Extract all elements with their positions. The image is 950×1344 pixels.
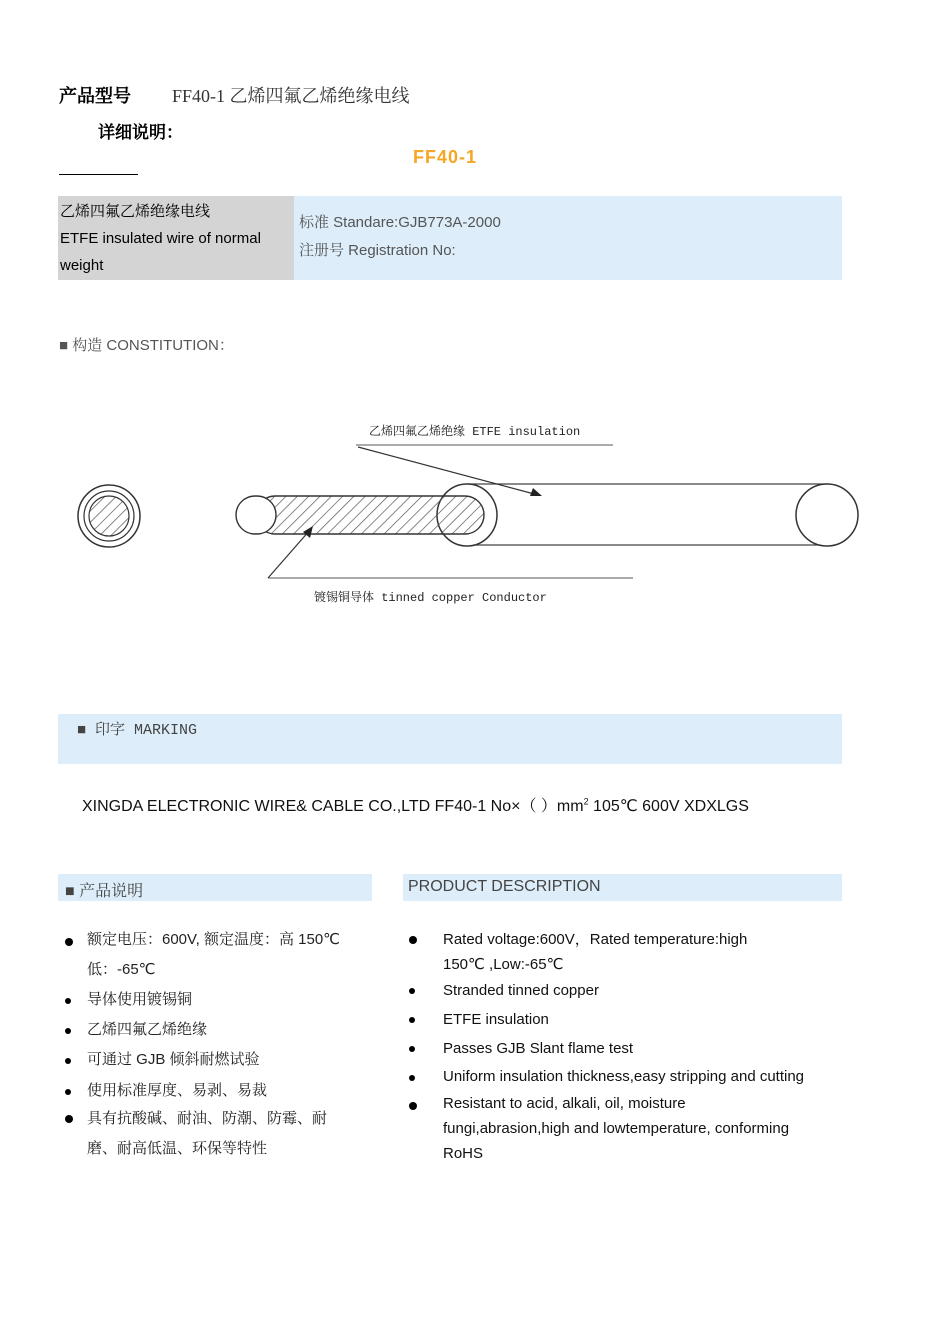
- insulation-drawing: [437, 484, 858, 546]
- list-item: ETFE insulation: [443, 1011, 549, 1028]
- bullet-icon: [409, 1046, 415, 1052]
- conductor-label: 镀锡铜导体 tinned copper Conductor: [314, 591, 547, 605]
- bullet-icon: [65, 998, 71, 1004]
- product-name-en-cont: weight: [60, 257, 104, 274]
- product-description-cn-header: ■ 产品说明: [58, 874, 372, 901]
- marking-tail: 105℃ 600V XDXLGS: [588, 798, 749, 815]
- cross-section-icon: [78, 485, 140, 547]
- list-item: 使用标准厚度、易剥、易裁: [87, 1082, 268, 1099]
- standard-cell: [294, 196, 842, 280]
- list-item: Rated voltage:600V，Rated temperature:high: [443, 931, 748, 948]
- list-item: 可通过 GJB 倾斜耐燃试验: [87, 1051, 260, 1068]
- marking-title: ■ 印字 MARKING: [77, 722, 198, 739]
- product-model-label: 产品型号: [59, 86, 131, 106]
- list-item: 乙烯四氟乙烯绝缘: [87, 1021, 208, 1038]
- divider: [59, 174, 138, 175]
- standard-text: 标准 Standare:GJB773A-2000: [299, 214, 501, 231]
- bullet-icon: [409, 1017, 415, 1023]
- bullet-icon: [65, 938, 73, 946]
- list-item: Resistant to acid, alkali, oil, moisture: [443, 1095, 686, 1112]
- list-item: 导体使用镀锡铜: [87, 991, 193, 1008]
- bullet-icon: [65, 1058, 71, 1064]
- list-item: Passes GJB Slant flame test: [443, 1040, 634, 1057]
- bullet-icon: [409, 1075, 415, 1081]
- product-name-cell: [58, 196, 294, 280]
- document-code: FF40-1: [413, 147, 478, 167]
- list-item: 低：-65℃: [87, 961, 156, 978]
- bullet-icon: [409, 988, 415, 994]
- product-name-cn: 乙烯四氟乙烯绝缘电线: [60, 203, 211, 220]
- bullet-icon: [409, 936, 417, 944]
- bullet-icon: [65, 1028, 71, 1034]
- bullet-icon: [65, 1089, 71, 1095]
- detail-heading: 详细说明：: [98, 123, 183, 142]
- list-item: RoHS: [443, 1145, 484, 1162]
- bullet-icon: [409, 1102, 417, 1110]
- wire-construction-diagram: [60, 405, 870, 615]
- marking-superscript: 2: [583, 796, 589, 807]
- list-item: 额定电压：600V, 额定温度：高 150℃: [87, 931, 341, 948]
- conductor-drawing: [236, 496, 484, 534]
- constitution-title: ■ 构造 CONSTITUTION：: [59, 337, 234, 354]
- list-item: 150℃ ,Low:-65℃: [443, 956, 564, 973]
- product-model-value: FF40-1 乙烯四氟乙烯绝缘电线: [172, 86, 410, 106]
- marking-text: [82, 793, 749, 816]
- registration-text: 注册号 Registration No:: [299, 242, 456, 259]
- marking-main: XINGDA ELECTRONIC WIRE& CABLE CO.,LTD FF40-1 No×（ ）mm: [82, 798, 584, 815]
- list-item: Uniform insulation thickness,easy stripping and cutting: [443, 1068, 805, 1085]
- bullet-icon: [65, 1115, 73, 1123]
- list-item: 磨、耐高低温、环保等特性: [87, 1140, 268, 1157]
- list-item: Stranded tinned copper: [443, 982, 599, 999]
- product-description-en-header: PRODUCT DESCRIPTION: [403, 874, 842, 901]
- list-item: fungi,abrasion,high and lowtemperature, conforming: [443, 1120, 790, 1137]
- insulation-label: 乙烯四氟乙烯绝缘 ETFE insulation: [369, 425, 581, 439]
- product-name-en: ETFE insulated wire of normal: [60, 230, 261, 247]
- list-item: 具有抗酸碱、耐油、防潮、防霉、耐: [87, 1110, 328, 1127]
